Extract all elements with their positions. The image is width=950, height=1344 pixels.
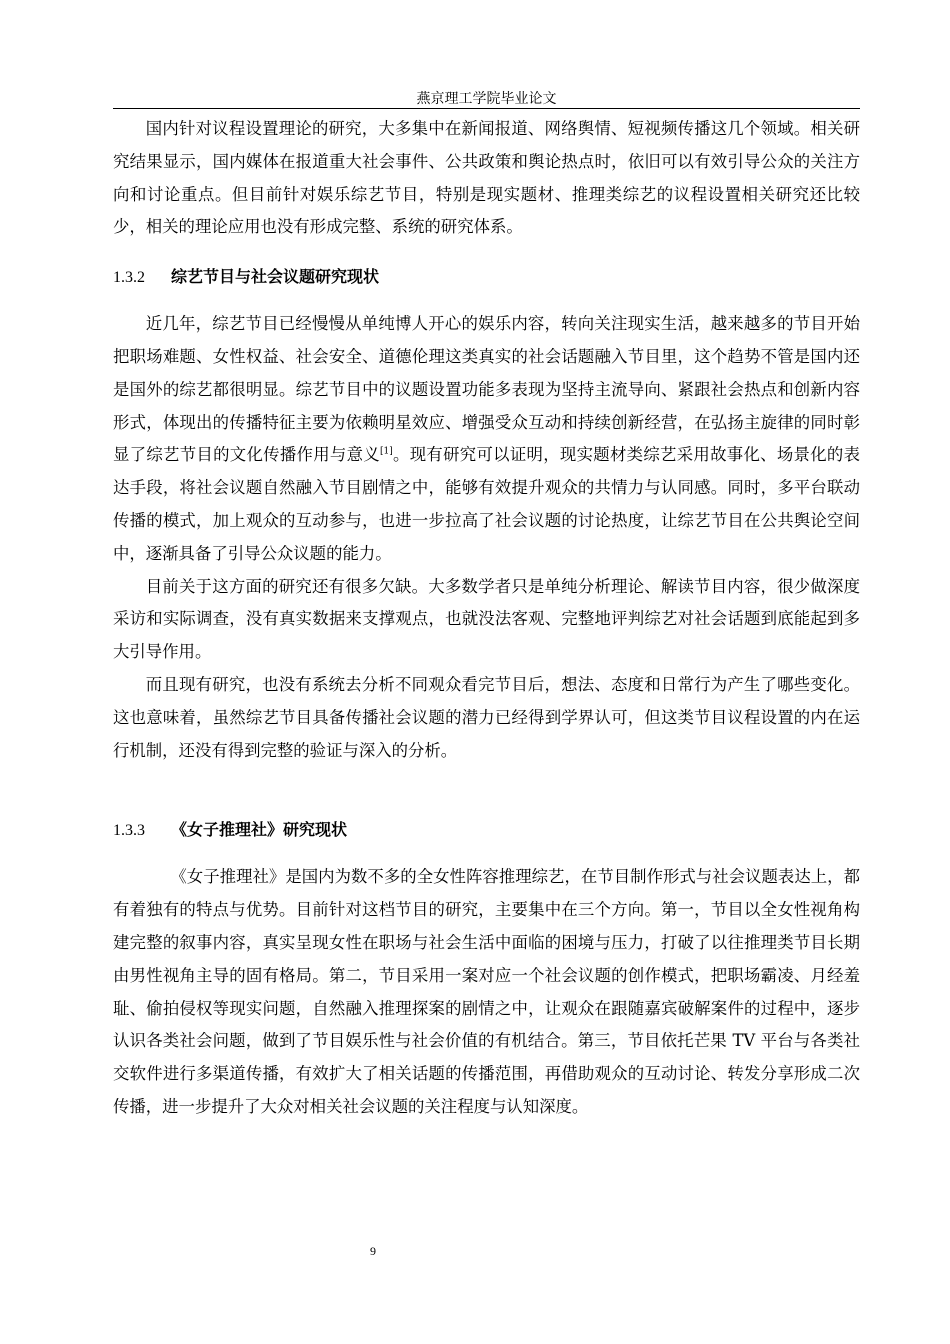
paragraph-2	[113, 308, 860, 570]
running-header: 燕京理工学院毕业论文	[416, 91, 557, 107]
paragraph-2-text-a: 近几年，综艺节目已经慢慢从单纯博人开心的娱乐内容，转向关注现实生活，越来越多的节目开始把职场难题、女性权益、社会安全、道德伦理这类真实的社会话题融入节目里，这个趋势不管是国内还是国外的综艺都很明显。综艺节目中的议题设置功能多表现为坚持主流导向、紧跟社会热点和创新内容形式，体现出的传播特征主要为依赖明星效应、增强受众互动和持续创新经营，在弘扬主旋律的同时彰显了综艺节目的文化传播作用与意义	[113, 314, 860, 465]
section-title: 综艺节目与社会议题研究现状	[171, 267, 380, 287]
paragraph-3: 目前关于这方面的研究还有很多欠缺。大多数学者只是单纯分析理论、解读节目内容，很少做深度采访和实际调查，没有真实数据来支撑观点，也就没法客观、完整地评判综艺对社会话题到底能起到多大引导作用。	[113, 576, 860, 662]
header-rule	[113, 108, 860, 109]
section-number: 1.3.3	[113, 822, 145, 840]
page-number: 9	[370, 1244, 376, 1258]
paragraph-1: 国内针对议程设置理论的研究，大多集中在新闻报道、网络舆情、短视频传播这几个领域。相关研究结果显示，国内媒体在报道重大社会事件、公共政策和舆论热点时，依旧可以有效引导公众的关注方向和讨论重点。但目前针对娱乐综艺节目，特别是现实题材、推理类综艺的议程设置相关研究还比较少，相关的理论应用也没有形成完整、系统的研究体系。	[113, 119, 860, 237]
spacer	[113, 847, 860, 861]
section-number: 1.3.2	[113, 269, 145, 287]
citation-ref[interactable]: [1]	[380, 446, 393, 457]
section-heading-1-3-3	[113, 814, 860, 847]
page-body	[113, 113, 860, 1124]
section-title: 《女子推理社》研究现状	[171, 820, 348, 840]
spacer	[113, 244, 860, 261]
paragraph-2-text-b: 。现有研究可以证明，现实题材类综艺采用故事化、场景化的表达手段，将社会议题自然融入节目剧情之中，能够有效提升观众的共情力与认同感。同时，多平台联动传播的模式，加上观众的互动参与，也进一步拉高了社会议题的讨论热度，让综艺节目在公共舆论空间中，逐渐具备了引导公众议题的能力。	[113, 445, 860, 563]
spacer	[113, 767, 860, 814]
section-heading-1-3-2	[113, 261, 860, 294]
paragraph-4: 而且现有研究，也没有系统去分析不同观众看完节目后，想法、态度和日常行为产生了哪些变化。这也意味着，虽然综艺节目具备传播社会议题的潜力已经得到学界认可，但这类节目议程设置的内在运行机制，还没有得到完整的验证与深入的分析。	[113, 674, 860, 760]
spacer	[113, 294, 860, 308]
paragraph-5: 《女子推理社》是国内为数不多的全女性阵容推理综艺，在节目制作形式与社会议题表达上，都有着独有的特点与优势。目前针对这档节目的研究，主要集中在三个方向。第一，节目以全女性视角构建完整的叙事内容，真实呈现女性在职场与社会生活中面临的困境与压力，打破了以往推理类节目长期由男性视角主导的固有格局。第二，节目采用一案对应一个社会议题的创作模式，把职场霸凌、月经羞耻、偷拍侵权等现实问题，自然融入推理探案的剧情之中，让观众在跟随嘉宾破解案件的过程中，逐步认识各类社会问题，做到了节目娱乐性与社会价值的有机结合。第三，节目依托芒果 TV 平台与各类社交软件进行多渠道传播，有效扩大了相关话题的传播范围，再借助观众的互动讨论、转发分享形成二次传播，进一步提升了大众对相关社会议题的关注程度与认知深度。	[113, 867, 860, 1116]
